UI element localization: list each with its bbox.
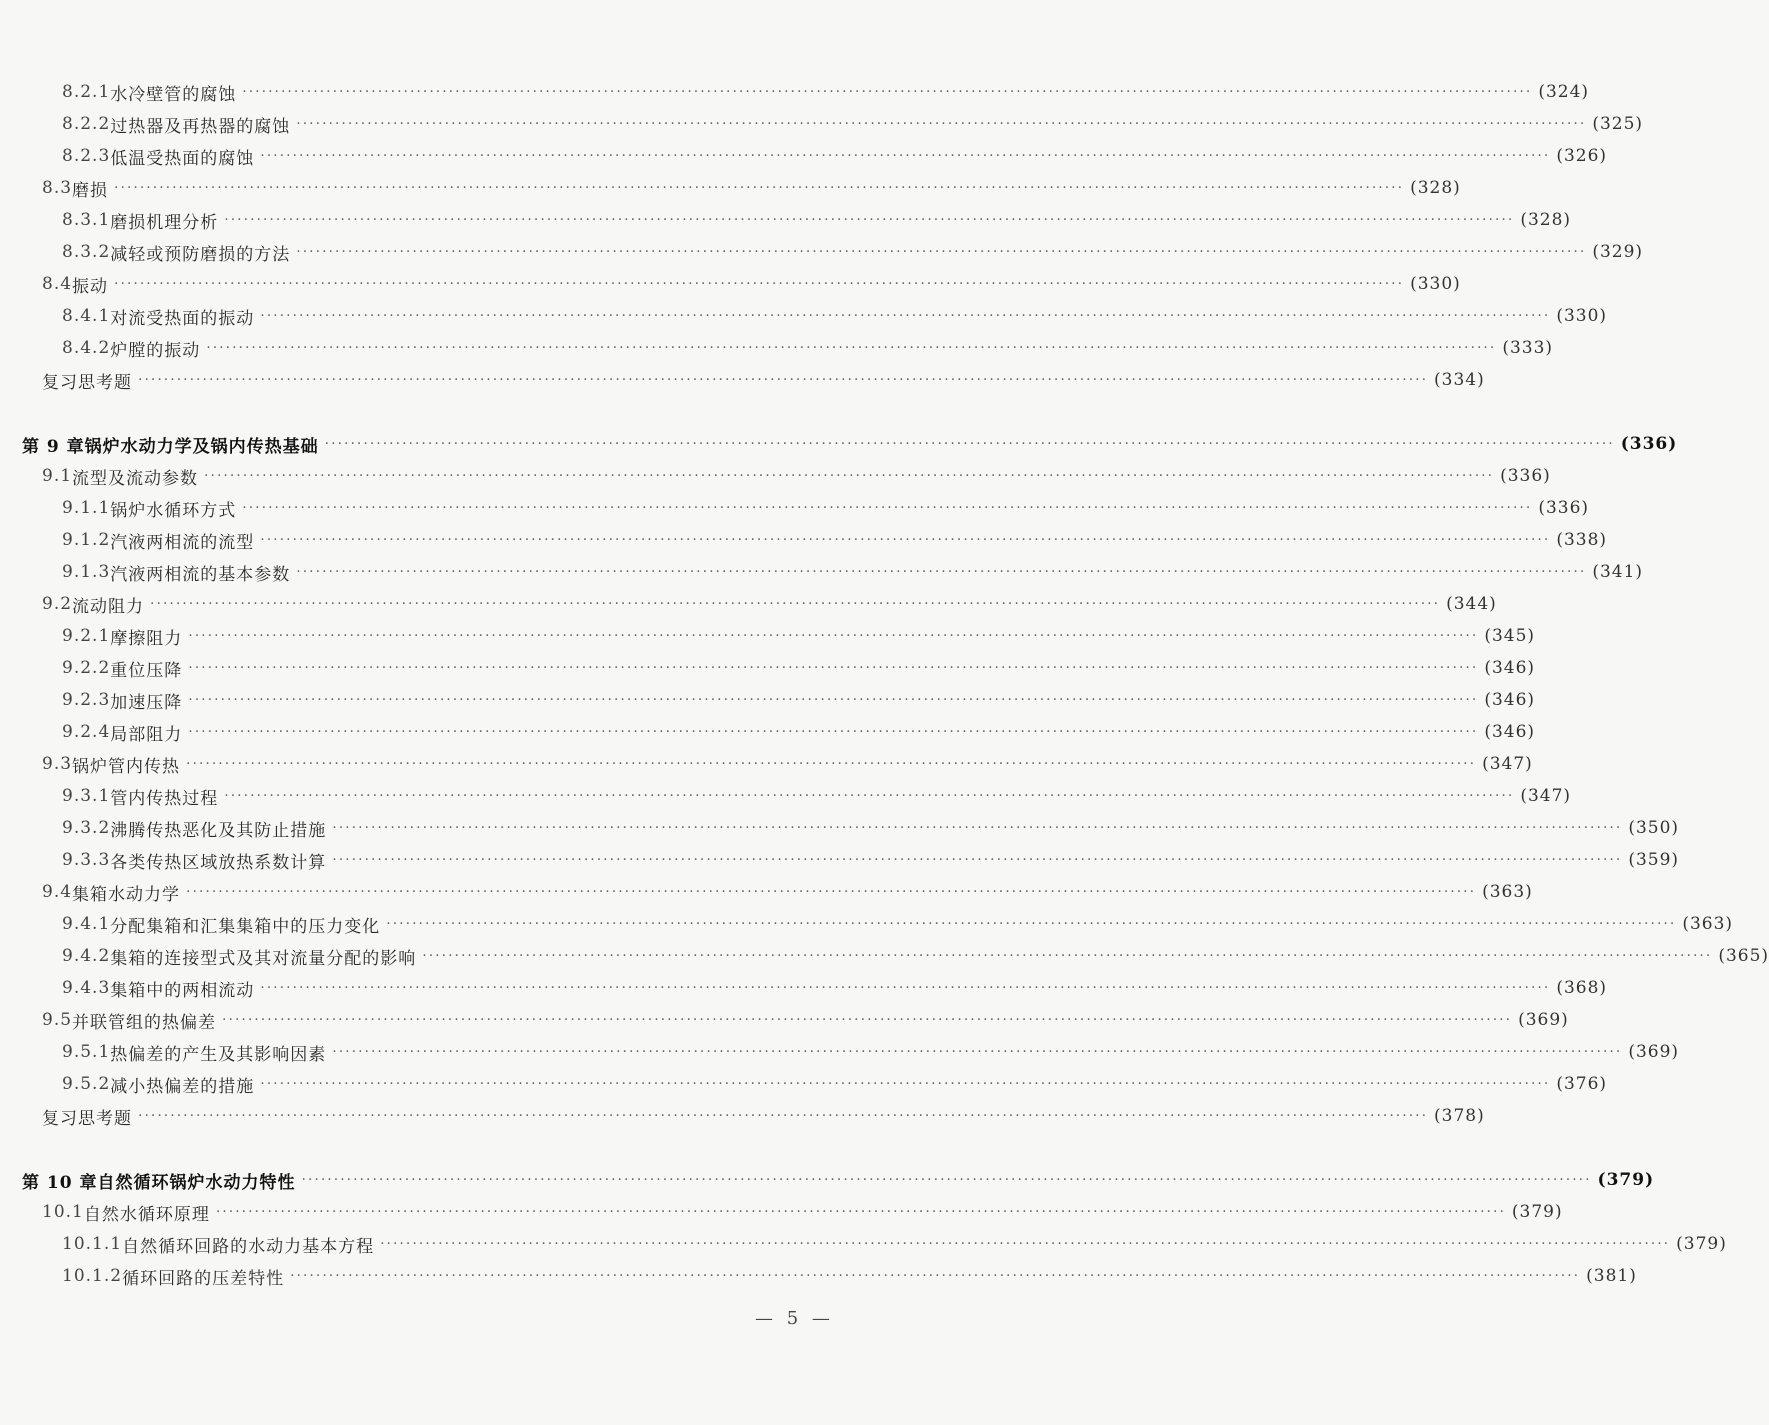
toc-entry-title: 复习思考题 [42, 372, 132, 393]
toc-leader-dots: ········································································································································································································ [215, 1204, 1506, 1220]
toc-page-number: (345) [1484, 626, 1536, 646]
toc-page-number: (326) [1556, 146, 1608, 166]
toc-entry-number: 9.3.3 [62, 850, 111, 870]
toc-leader-dots: ········································································································································································································ [422, 948, 1713, 964]
toc-page-number: (379) [1511, 1202, 1563, 1222]
toc-entry-title: 流动阻力 [72, 596, 145, 617]
toc-page-number: (347) [1482, 754, 1533, 774]
toc-entry-number: 9.4.2 [62, 946, 111, 966]
toc-leader-dots: ········································································································································································································ [150, 596, 1441, 612]
toc-page-number: (359) [1628, 850, 1680, 870]
toc-leader-dots: ········································································································································································································ [114, 276, 1405, 292]
toc-entry-row [0, 845, 1680, 875]
toc-page-number: (341) [1592, 562, 1644, 582]
toc-entry-title: 摩擦阻力 [110, 628, 183, 649]
toc-entry-title: 局部阻力 [110, 724, 183, 745]
toc-leader-dots: ········································································································································································································ [332, 852, 1623, 868]
toc-leader-dots: ········································································································································································································ [186, 756, 1477, 772]
toc-entry-number: 9.2.1 [62, 626, 111, 646]
toc-entry-row [0, 1037, 1680, 1067]
toc-leader-dots: ········································································································································································································ [138, 1108, 1429, 1124]
toc-entry-title: 锅炉管内传热 [72, 756, 181, 777]
toc-leader-dots: ········································································································································································································ [114, 180, 1405, 196]
toc-page-number: (381) [1586, 1266, 1637, 1286]
toc-page-number: (365) [1718, 946, 1769, 966]
toc-page-number: (334) [1434, 370, 1485, 390]
toc-entry-title: 减轻或预防磨损的方法 [110, 244, 291, 265]
toc-entry-number: 8.2.2 [62, 114, 111, 134]
toc-entry-row [0, 237, 1644, 267]
toc-leader-dots: ········································································································································································································ [301, 1172, 1592, 1188]
toc-entry-title: 汽液两相流的流型 [110, 532, 255, 553]
toc-page-number: (378) [1434, 1106, 1485, 1126]
toc-entry-title: 集箱中的两相流动 [110, 980, 255, 1001]
toc-entry-title: 炉膛的振动 [110, 340, 201, 361]
toc-entry-title: 加速压降 [110, 692, 183, 713]
toc-entry-title: 减小热偏差的措施 [110, 1076, 255, 1097]
toc-page-number: (346) [1484, 690, 1536, 710]
toc-entry-row [0, 301, 1608, 331]
toc-entry-row [0, 493, 1590, 523]
toc-entry-number: 第 10 章 [22, 1172, 98, 1193]
toc-page-number: (363) [1682, 914, 1734, 934]
toc-entry-number: 9.4 [42, 882, 73, 902]
toc-leader-dots: ········································································································································································································ [260, 1076, 1551, 1092]
toc-entry-row [0, 621, 1536, 651]
toc-entry-row [0, 1069, 1608, 1099]
toc-entry-row [0, 525, 1608, 555]
toc-entry-title: 沸腾传热恶化及其防止措施 [110, 820, 327, 841]
toc-entry-row [0, 333, 1554, 363]
toc-entry-title: 汽液两相流的基本参数 [110, 564, 291, 585]
toc-leader-dots: ········································································································································································································ [290, 1268, 1581, 1284]
toc-entry-row [0, 589, 1497, 619]
toc-entry-title: 复习思考题 [42, 1108, 132, 1129]
toc-entry-title: 磨损机理分析 [110, 212, 219, 233]
toc-leader-dots: ········································································································································································································ [296, 564, 1587, 580]
toc-entry-number: 9.2.4 [62, 722, 111, 742]
toc-leader-dots: ········································································································································································································ [380, 1236, 1671, 1252]
toc-leader-dots: ········································································································································································································ [222, 1012, 1513, 1028]
toc-leader-dots: ········································································································································································································ [206, 340, 1497, 356]
toc-entry-number: 10.1 [42, 1202, 84, 1222]
toc-entry-number: 9.5.1 [62, 1042, 111, 1062]
toc-page-number: (330) [1410, 274, 1461, 294]
toc-leader-dots: ········································································································································································································ [324, 436, 1615, 452]
toc-page-number: (338) [1556, 530, 1608, 550]
toc-page-number: (346) [1484, 658, 1536, 678]
toc-entry-title: 流型及流动参数 [72, 468, 199, 489]
toc-page-number: (333) [1502, 338, 1554, 358]
toc-entry-row [0, 941, 1769, 971]
toc-leader-dots: ········································································································································································································ [242, 84, 1533, 100]
toc-page-number: (379) [1597, 1170, 1655, 1190]
toc-entry-title: 振动 [72, 276, 109, 297]
toc-page-number: (336) [1538, 498, 1590, 518]
toc-leader-dots: ········································································································································································································ [242, 500, 1533, 516]
toc-entry-title: 集箱的连接型式及其对流量分配的影响 [110, 948, 417, 969]
toc-entry-number: 9.1.2 [62, 530, 111, 550]
toc-leader-dots: ········································································································································································································ [296, 116, 1587, 132]
toc-entry-row [0, 877, 1533, 907]
toc-entry-number: 9.4.3 [62, 978, 111, 998]
toc-page-number: (330) [1556, 306, 1608, 326]
toc-entry-number: 9.3 [42, 754, 73, 774]
toc-entry-number: 9.5.2 [62, 1074, 111, 1094]
toc-entry-number: 8.4 [42, 274, 73, 294]
toc-entry-number: 9.1.1 [62, 498, 111, 518]
toc-page-number: (336) [1620, 434, 1678, 454]
toc-entry-title: 重位压降 [110, 660, 183, 681]
toc-entry-row [0, 1005, 1569, 1035]
toc-entry-title: 管内传热过程 [110, 788, 219, 809]
toc-entry-number: 9.1 [42, 466, 73, 486]
toc-entry-title: 分配集箱和汇集集箱中的压力变化 [110, 916, 381, 937]
toc-entry-title: 锅炉水动力学及锅内传热基础 [84, 436, 319, 457]
toc-entry-row [0, 909, 1734, 939]
toc-leader-dots: ········································································································································································································ [260, 532, 1551, 548]
toc-entry-number: 9.2.2 [62, 658, 111, 678]
toc-leader-dots: ········································································································································································································ [188, 628, 1479, 644]
toc-leader-dots: ········································································································································································································ [138, 372, 1429, 388]
toc-page-number: (369) [1518, 1010, 1569, 1030]
toc-page-number: (368) [1556, 978, 1608, 998]
toc-entry-title: 自然循环回路的水动力基本方程 [122, 1236, 375, 1257]
toc-entry-number: 9.5 [42, 1010, 73, 1030]
toc-entry-number: 9.4.1 [62, 914, 111, 934]
toc-entry-number: 9.1.3 [62, 562, 111, 582]
toc-entry-title: 过热器及再热器的腐蚀 [110, 116, 291, 137]
toc-leader-dots: ········································································································································································································ [260, 980, 1551, 996]
toc-entry-title: 集箱水动力学 [72, 884, 181, 905]
toc-entry-row [0, 1197, 1563, 1227]
toc-entry-title: 水冷壁管的腐蚀 [110, 84, 237, 105]
toc-entry-number: 9.2 [42, 594, 73, 614]
toc-entry-number: 9.2.3 [62, 690, 111, 710]
toc-leader-dots: ········································································································································································································ [224, 212, 1515, 228]
toc-leader-dots: ········································································································································································································ [188, 724, 1479, 740]
toc-entry-row [0, 461, 1551, 491]
toc-entry-title: 各类传热区域放热系数计算 [110, 852, 327, 873]
toc-leader-dots: ········································································································································································································ [260, 308, 1551, 324]
toc-entry-row [0, 205, 1572, 235]
toc-leader-dots: ········································································································································································································ [260, 148, 1551, 164]
toc-entry-number: 8.4.2 [62, 338, 111, 358]
toc-leader-dots: ········································································································································································································ [186, 884, 1477, 900]
toc-leader-dots: ········································································································································································································ [188, 692, 1479, 708]
toc-entry-number: 8.3.1 [62, 210, 111, 230]
toc-entry-row [0, 365, 1485, 395]
toc-page-number: (369) [1628, 1042, 1680, 1062]
toc-entry-row [0, 685, 1536, 715]
toc-entry-title: 对流受热面的振动 [110, 308, 255, 329]
toc-entry-row [0, 653, 1536, 683]
toc-leader-dots: ········································································································································································································ [296, 244, 1587, 260]
toc-entry-row [0, 781, 1572, 811]
toc-page-number: (328) [1410, 178, 1461, 198]
toc-entry-title: 热偏差的产生及其影响因素 [110, 1044, 327, 1065]
toc-entry-number: 10.1.2 [62, 1266, 123, 1286]
toc-chapter-row [0, 1165, 1655, 1195]
toc-page-number: (363) [1482, 882, 1533, 902]
toc-page-number: (324) [1538, 82, 1590, 102]
toc-page-number: (325) [1592, 114, 1644, 134]
toc-entry-row [0, 77, 1590, 107]
toc-entry-number: 8.2.3 [62, 146, 111, 166]
toc-entry-row [0, 173, 1461, 203]
toc-leader-dots: ········································································································································································································ [204, 468, 1495, 484]
toc-entry-row [0, 973, 1608, 1003]
toc-page-number: (350) [1628, 818, 1680, 838]
toc-page-number: (336) [1500, 466, 1551, 486]
toc-entry-title: 磨损 [72, 180, 109, 201]
toc-entry-row [0, 141, 1608, 171]
toc-entry-row [0, 557, 1644, 587]
toc-entry-row [0, 1261, 1637, 1291]
toc-leader-dots: ········································································································································································································ [224, 788, 1515, 804]
toc-entry-title: 自然循环锅炉水动力特性 [97, 1172, 296, 1193]
toc-page-number: (379) [1676, 1234, 1727, 1254]
toc-chapter-row [0, 429, 1678, 459]
toc-entry-row [0, 717, 1536, 747]
toc-leader-dots: ········································································································································································································ [332, 1044, 1623, 1060]
toc-entry-row [0, 1101, 1485, 1131]
toc-entry-number: 8.3 [42, 178, 73, 198]
toc-entry-title: 并联管组的热偏差 [72, 1012, 217, 1033]
toc-page-number: (346) [1484, 722, 1536, 742]
toc-entry-title: 锅炉水循环方式 [110, 500, 237, 521]
toc-entry-row [0, 1229, 1727, 1259]
page-number: — 5 — [755, 1308, 834, 1329]
toc-page-number: (347) [1520, 786, 1572, 806]
toc-leader-dots: ········································································································································································································ [188, 660, 1479, 676]
toc-page-number: (344) [1446, 594, 1497, 614]
toc-entry-number: 第 9 章 [22, 436, 85, 457]
toc-entry-number: 8.2.1 [62, 82, 111, 102]
toc-entry-number: 9.3.2 [62, 818, 111, 838]
toc-entry-number: 8.3.2 [62, 242, 111, 262]
toc-page-number: (376) [1556, 1074, 1608, 1094]
toc-entry-title: 低温受热面的腐蚀 [110, 148, 255, 169]
toc-entry-row [0, 813, 1680, 843]
toc-entry-row [0, 269, 1461, 299]
toc-page-number: (328) [1520, 210, 1572, 230]
toc-entry-number: 8.4.1 [62, 306, 111, 326]
toc-entry-title: 循环回路的压差特性 [122, 1268, 285, 1289]
toc-entry-number: 10.1.1 [62, 1234, 123, 1254]
toc-leader-dots: ········································································································································································································ [332, 820, 1623, 836]
toc-entry-title: 自然水循环原理 [83, 1204, 210, 1225]
toc-page-number: (329) [1592, 242, 1644, 262]
toc-leader-dots: ········································································································································································································ [386, 916, 1677, 932]
toc-entry-row [0, 109, 1644, 139]
toc-entry-row [0, 749, 1533, 779]
toc-entry-number: 9.3.1 [62, 786, 111, 806]
